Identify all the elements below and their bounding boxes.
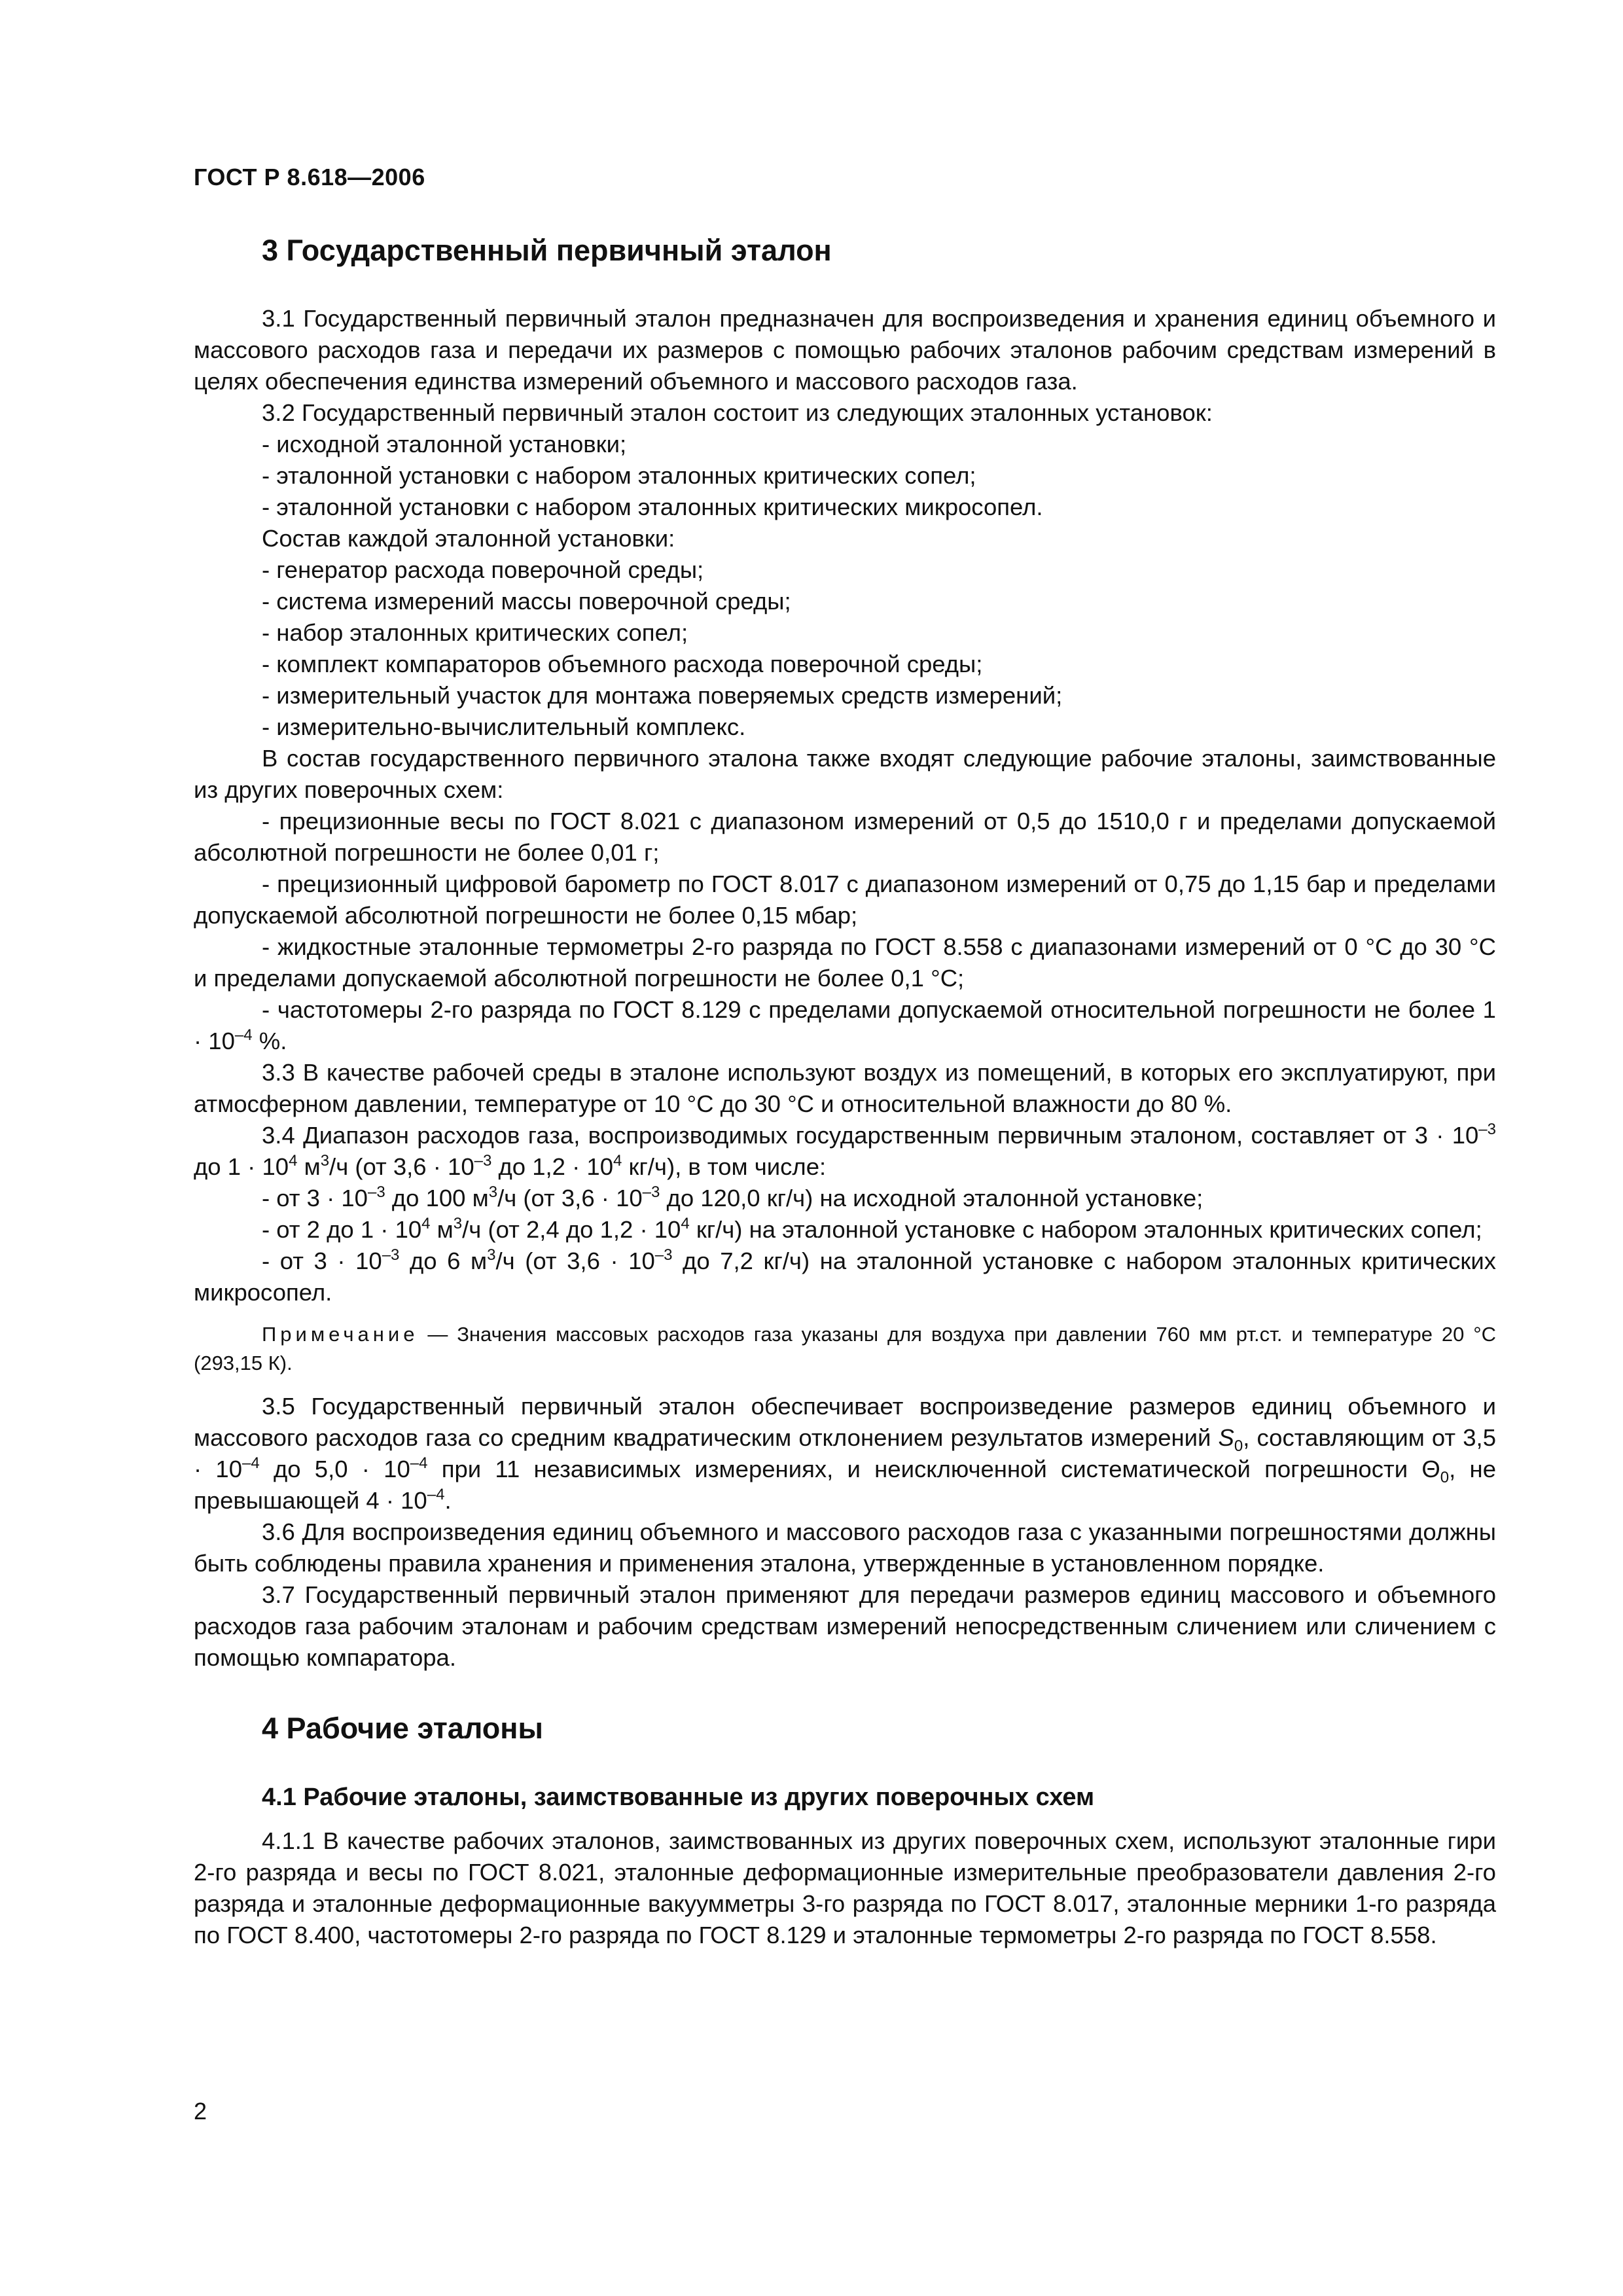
list-item: - система измерений массы поверочной среды; — [262, 588, 791, 615]
range-item-nozzles: - от 2 до $1 \cdot 10^4$ $м^3/ч$ (от 2,4 до $1,2 \cdot 10^4$ кг/ч) на эталонной установке с набором эталонных критических сопел; — [262, 1215, 1482, 1243]
list-item: - набор эталонных критических сопел; — [262, 619, 688, 646]
list-item-frequency-meters: - частотомеры 2-го разряда по ГОСТ 8.129 с пределами допускаемой относительной погрешности не более $1 \cdot 10^{-4}$ %. — [194, 996, 1496, 1054]
paragraph-3-3: 3.3 В качестве рабочей среды в эталоне используют воздух из помещений, в которых его эксплуатируют, при атмосферном давлении, температуре от 10 °С до 30 °С и относительной влажности до 80 %. — [194, 1059, 1496, 1117]
list-item: - прецизионные весы по ГОСТ 8.021 с диапазоном измерений от 0,5 до 1510,0 г и пределами допускаемой абсолютной погрешности не более 0,01 г; — [194, 808, 1496, 866]
list-item: - эталонной установки с набором эталонных критических сопел; — [262, 462, 976, 489]
list-item: - измерительный участок для монтажа поверяемых средств измерений; — [262, 682, 1063, 709]
list-item: - измерительно-вычислительный комплекс. — [262, 713, 746, 740]
borrowed-intro: В состав государственного первичного эталона также входят следующие рабочие эталоны, заимствованные из других поверочных схем: — [194, 745, 1496, 803]
document-code-header: ГОСТ Р 8.618—2006 — [194, 164, 425, 190]
paragraph-3-4: 3.4 Диапазон расходов газа, воспроизводимых государственным первичным эталоном, составляет от $3 \cdot 10^{-3}$ до $1 \cdot 10^4$ $м^3/ч$ (от $3,6 \cdot 10^{-3}$ до $1,2 \cdot 10^4$ кг/ч), в том числе: — [194, 1121, 1496, 1180]
note — [194, 1320, 1496, 1378]
paragraph-3-7: 3.7 Государственный первичный эталон применяют для передачи размеров единиц массового и объемного расходов газа рабочим эталонам и рабочим средствам измерений непосредственным сличением или сличением с помощью компаратора. — [194, 1581, 1496, 1671]
list-item: - генератор расхода поверочной среды; — [262, 556, 704, 583]
note-label: Примечание — [262, 1323, 419, 1346]
list-item: - эталонной установки с набором эталонных критических микросопел. — [262, 493, 1043, 520]
range-item-source-installation: - от $3 \cdot 10^{-3}$ до 100 $м^3/ч$ (от $3,6 \cdot 10^{-3}$ до 120,0 кг/ч) на исходной эталонной установке; — [262, 1183, 1204, 1211]
list-item: - жидкостные эталонные термометры 2-го разряда по ГОСТ 8.558 с диапазонами измерений от 0 °С до 30 °С и пределами допускаемой абсолютной погрешности не более 0,1 °С; — [194, 933, 1496, 992]
section-3-heading: 3 Государственный первичный эталон — [262, 234, 832, 267]
section-4-heading: 4 Рабочие эталоны — [262, 1712, 543, 1745]
list-item: - исходной эталонной установки; — [262, 431, 627, 457]
list-item: - комплект компараторов объемного расхода поверочной среды; — [262, 651, 983, 677]
paragraph-3-1: 3.1 Государственный первичный эталон предназначен для воспроизведения и хранения единиц объемного и массового расходов газа и передачи их размеров с помощью рабочих эталонов рабочим средствам измерений в целях обеспечения единства измерений объемного и массового расходов газа. — [194, 305, 1496, 395]
subsection-4-1-heading: 4.1 Рабочие эталоны, заимствованные из других поверочных схем — [262, 1784, 1095, 1811]
page-content — [194, 232, 1496, 1951]
paragraph-3-2: 3.2 Государственный первичный эталон состоит из следующих эталонных установок: — [262, 399, 1213, 426]
note-text: — Значения массовых расходов газа указаны для воздуха при давлении 760 мм рт.ст. и температуре 20 °С (293,15 К). — [194, 1323, 1496, 1374]
range-item-micronozzles: - от $3 \cdot 10^{-3}$ до 6 $м^3/ч$ (от $3,6 \cdot 10^{-3}$ до 7,2 кг/ч) на эталонной установке с набором эталонных критических микросопел. — [194, 1246, 1496, 1306]
list-item: - прецизионный цифровой барометр по ГОСТ 8.017 с диапазоном измерений от 0,75 до 1,15 бар и пределами допускаемой абсолютной погрешности не более 0,15 мбар; — [194, 870, 1496, 929]
paragraph-3-6: 3.6 Для воспроизведения единиц объемного и массового расходов газа с указанными погрешностями должны быть соблюдены правила хранения и применения эталона, утвержденные в установленном порядке. — [194, 1518, 1496, 1577]
paragraph-3-5: 3.5 Государственный первичный эталон обеспечивает воспроизведение размеров единиц объемного и массового расходов газа со средним квадратическим отклонением результатов измерений $S_0$, составляющим от $3,5 \cdot 10^{-4}$ до $5,0 \cdot 10^{-4}$ при 11 независимых измерениях, и неисключенной систематической погрешности $\Theta_0$, не превышающей $4 \cdot 10^{-4}$. — [194, 1393, 1496, 1514]
page-number: 2 — [194, 2098, 207, 2125]
composition-intro: Состав каждой эталонной установки: — [262, 525, 675, 552]
paragraph-4-1-1: 4.1.1 В качестве рабочих эталонов, заимствованных из других поверочных схем, используют эталонные гири 2-го разряда и весы по ГОСТ 8.021, эталонные деформационные измерительные преобразователи давления 2-го разряда и эталонные деформационные вакуумметры 3-го разряда по ГОСТ 8.017, эталонные мерники 1-го разряда по ГОСТ 8.400, частотомеры 2-го разряда по ГОСТ 8.129 и эталонные термометры 2-го разряда по ГОСТ 8.558. — [194, 1827, 1496, 1948]
